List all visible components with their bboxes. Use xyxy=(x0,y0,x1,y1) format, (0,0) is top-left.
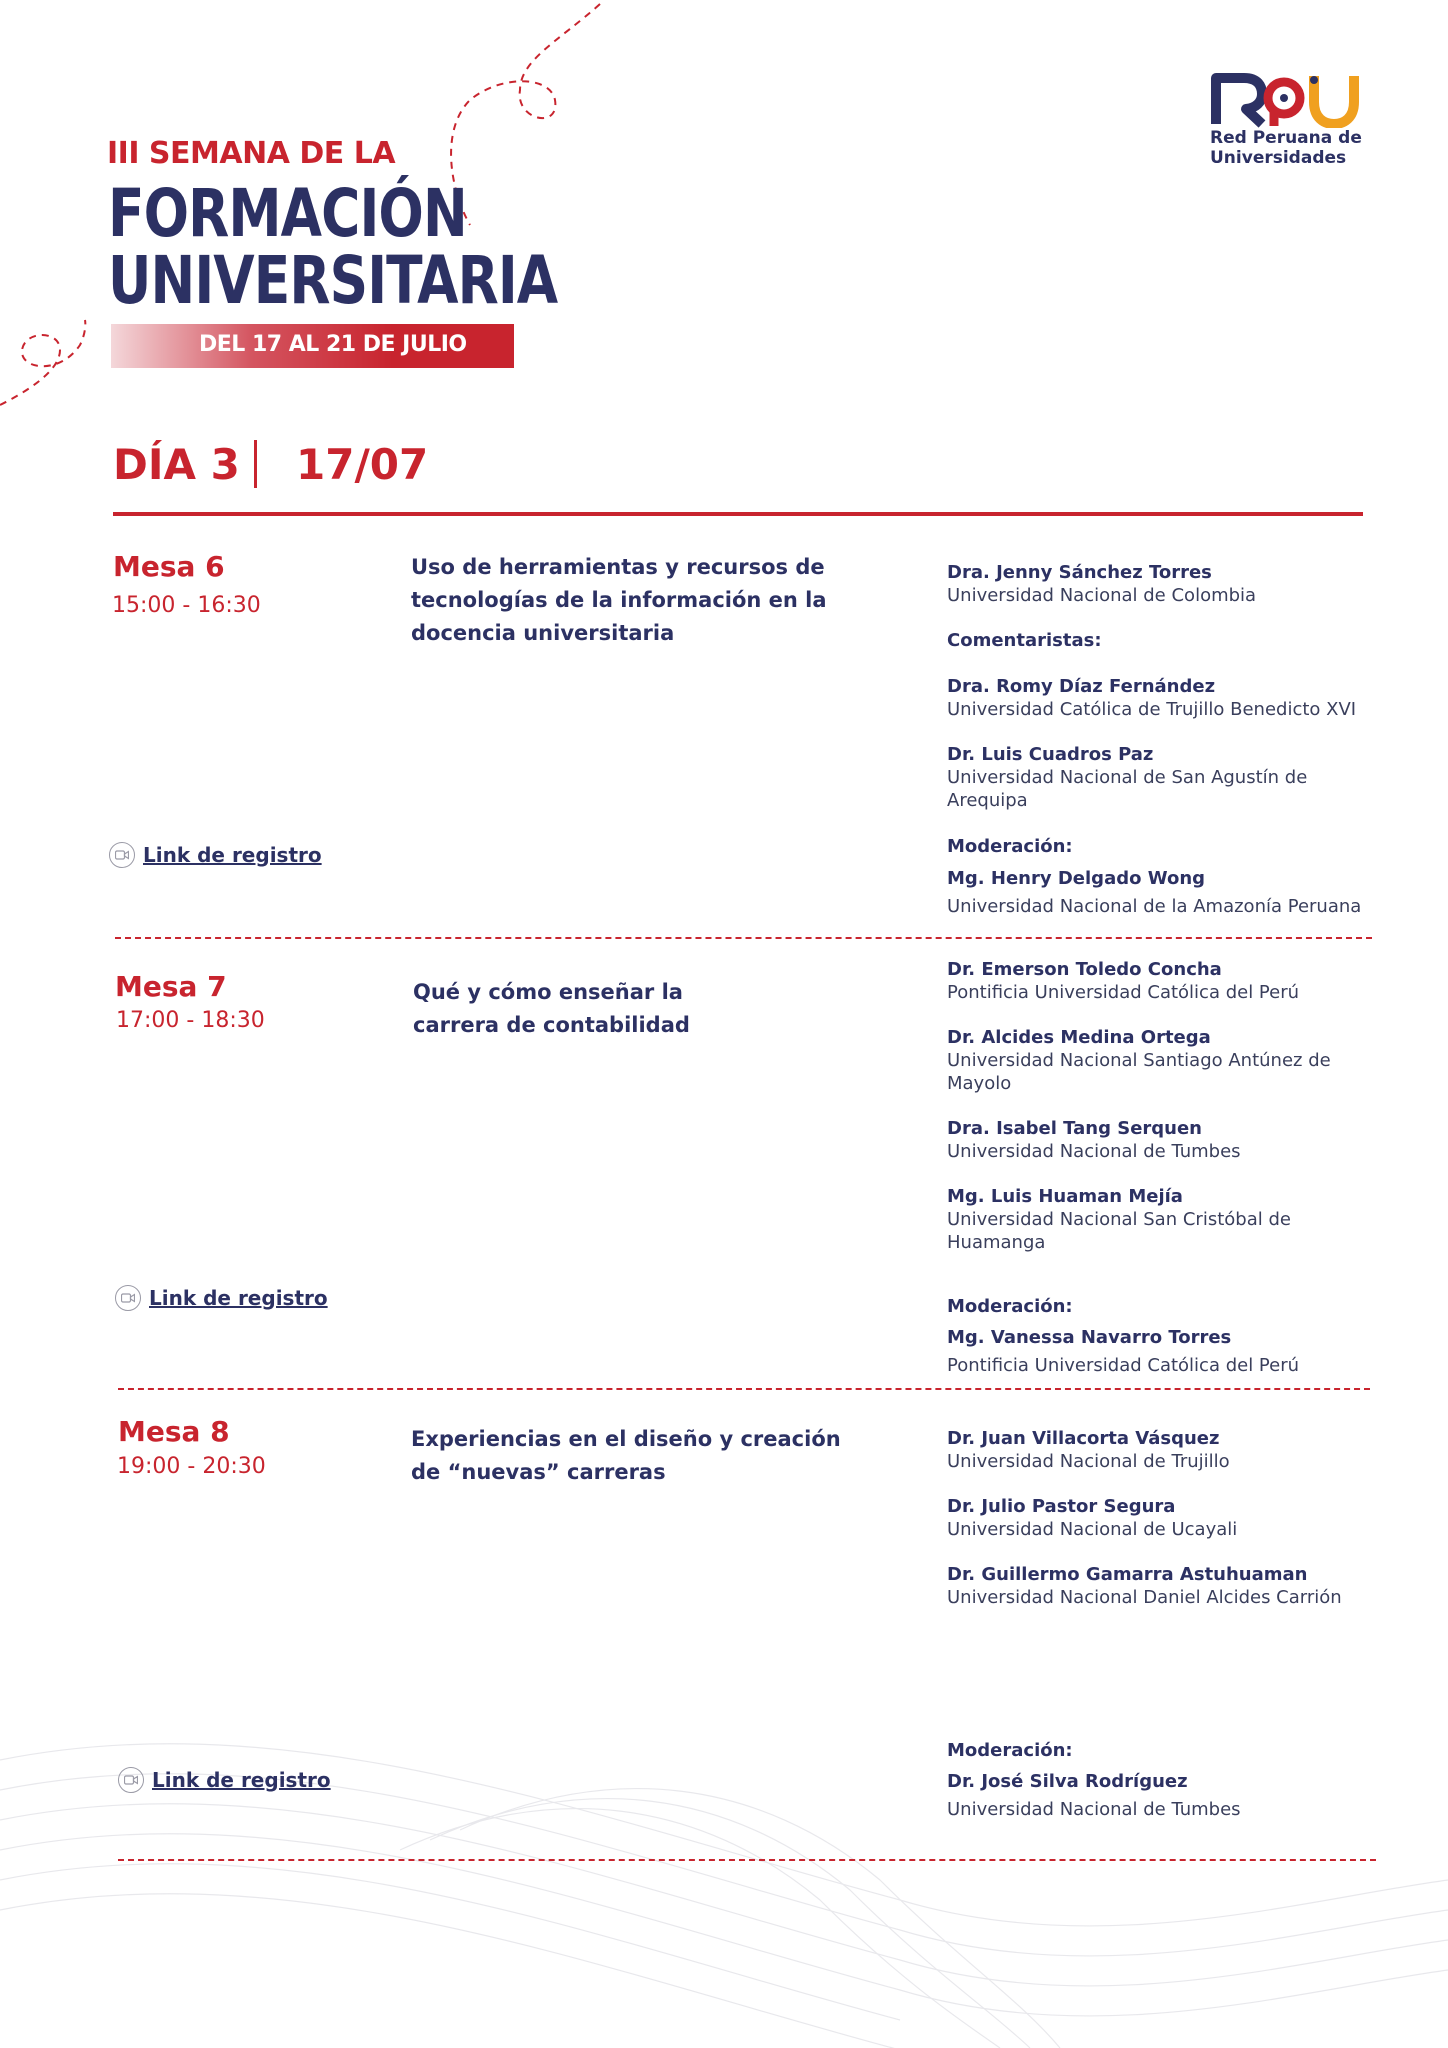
commentator-affiliation: Universidad Nacional de San Agustín de Arequipa xyxy=(947,767,1308,811)
video-camera-icon xyxy=(109,842,135,868)
day-label: DÍA 3 xyxy=(113,440,240,489)
speaker-affiliation: Universidad Nacional de Ucayali xyxy=(947,1519,1238,1540)
session-divider xyxy=(115,937,1372,939)
logo-line2: Universidades xyxy=(1210,148,1347,168)
logo-line1: Red Peruana de xyxy=(1210,128,1362,148)
speaker-name: Dr. Juan Villacorta Vásquez xyxy=(947,1428,1220,1449)
registration-link[interactable] xyxy=(115,1285,328,1311)
day-date: 17/07 xyxy=(296,440,429,489)
speaker-affiliation: Pontificia Universidad Católica del Perú xyxy=(947,982,1300,1003)
moderator-name: Mg. Vanessa Navarro Torres xyxy=(947,1327,1232,1348)
speaker-affiliation: Universidad Nacional San Cristóbal de Huamanga xyxy=(947,1209,1291,1253)
session-title: Mesa 7 xyxy=(115,970,227,1003)
registration-link[interactable] xyxy=(109,842,322,868)
day-divider xyxy=(113,512,1363,516)
video-camera-icon xyxy=(118,1767,144,1793)
session-title: Mesa 8 xyxy=(118,1415,230,1448)
session-topic: Qué y cómo enseñar la carrera de contabilidad xyxy=(413,980,690,1037)
rpu-logo-mark xyxy=(1210,72,1368,128)
session-time: 17:00 - 18:30 xyxy=(116,1008,265,1033)
speaker-name: Dr. Guillermo Gamarra Astuhuaman xyxy=(947,1564,1308,1585)
session-time: 15:00 - 16:30 xyxy=(112,593,261,618)
session-time: 19:00 - 20:30 xyxy=(117,1454,266,1479)
registration-link[interactable] xyxy=(118,1767,331,1793)
speaker-affiliation: Universidad Nacional Santiago Antúnez de Mayolo xyxy=(947,1050,1331,1094)
speaker-affiliation: Universidad Nacional de Tumbes xyxy=(947,1141,1241,1162)
session-divider xyxy=(118,1388,1370,1390)
moderator-affiliation: Universidad Nacional de la Amazonía Peruana xyxy=(947,896,1362,917)
rpu-logo xyxy=(1206,72,1370,172)
event-title-line1: FORMACIÓN xyxy=(108,175,467,252)
speaker-affiliation: Universidad Nacional Daniel Alcides Carrión xyxy=(947,1587,1342,1608)
moderator-name: Mg. Henry Delgado Wong xyxy=(947,868,1206,889)
speaker-name: Dr. Emerson Toledo Concha xyxy=(947,959,1222,980)
speaker-name: Dra. Jenny Sánchez Torres xyxy=(947,562,1212,583)
registration-link-label[interactable]: Link de registro xyxy=(149,1286,328,1310)
moderation-label: Moderación: xyxy=(947,1740,1073,1761)
commentator-affiliation: Universidad Católica de Trujillo Benedicto XVI xyxy=(947,699,1357,720)
dates-text: DEL 17 AL 21 DE JULIO xyxy=(199,332,467,357)
commentator-name: Dra. Romy Díaz Fernández xyxy=(947,676,1216,697)
session-topic: Uso de herramientas y recursos de tecnologías de la información en la docencia universitaria xyxy=(411,555,827,645)
speaker-name: Mg. Luis Huaman Mejía xyxy=(947,1186,1183,1207)
moderator-affiliation: Universidad Nacional de Tumbes xyxy=(947,1799,1241,1820)
speaker-affiliation: Universidad Nacional de Colombia xyxy=(947,585,1257,606)
registration-link-label[interactable]: Link de registro xyxy=(152,1768,331,1792)
session-topic: Experiencias en el diseño y creación de “nuevas” carreras xyxy=(411,1427,841,1484)
speaker-affiliation: Universidad Nacional de Trujillo xyxy=(947,1451,1230,1472)
registration-link-label[interactable]: Link de registro xyxy=(143,843,322,867)
commentator-name: Dr. Luis Cuadros Paz xyxy=(947,744,1154,765)
moderator-name: Dr. José Silva Rodríguez xyxy=(947,1771,1188,1792)
session-title: Mesa 6 xyxy=(113,550,225,583)
moderation-label: Moderación: xyxy=(947,836,1073,857)
session-divider xyxy=(118,1859,1376,1861)
dates-banner xyxy=(111,324,514,368)
moderator-affiliation: Pontificia Universidad Católica del Perú xyxy=(947,1355,1300,1376)
event-kicker: III SEMANA DE LA xyxy=(107,136,396,171)
video-camera-icon xyxy=(115,1285,141,1311)
moderation-label: Moderación: xyxy=(947,1296,1073,1317)
event-title-line2: UNIVERSITARIA xyxy=(108,242,558,319)
speaker-name: Dra. Isabel Tang Serquen xyxy=(947,1118,1202,1139)
speaker-name: Dr. Julio Pastor Segura xyxy=(947,1496,1176,1517)
commentators-label: Comentaristas: xyxy=(947,630,1102,651)
day-separator xyxy=(254,440,257,488)
speaker-name: Dr. Alcides Medina Ortega xyxy=(947,1027,1211,1048)
